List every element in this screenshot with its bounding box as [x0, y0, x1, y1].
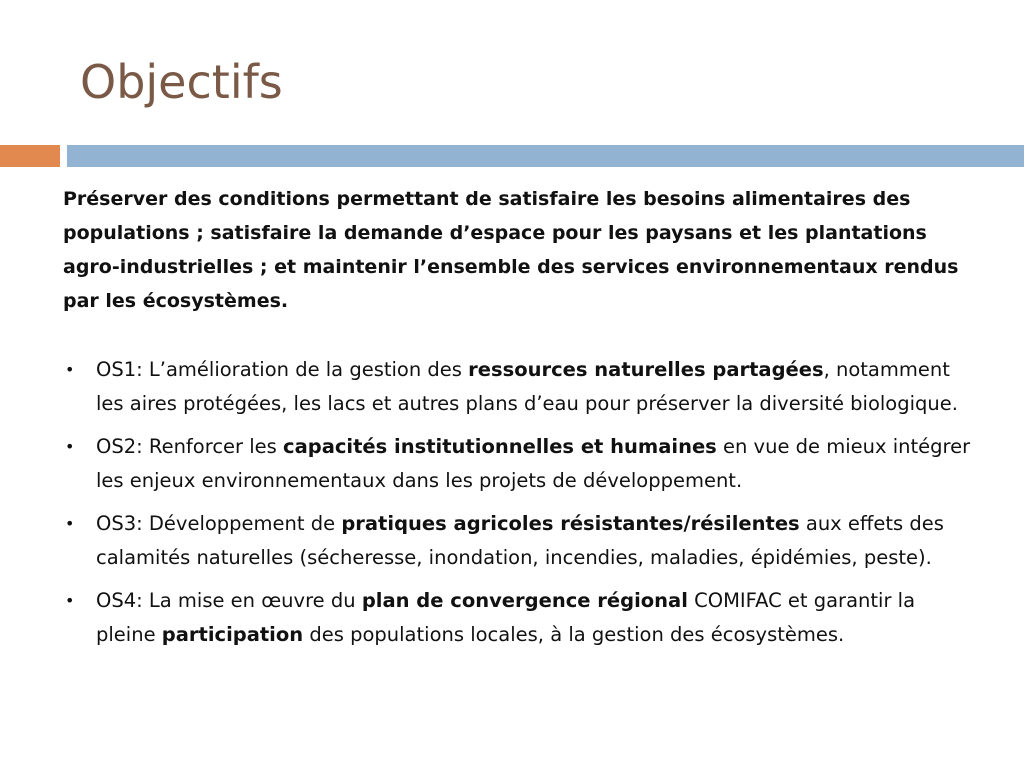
os2-lead-text: OS2: Renforcer les — [96, 435, 284, 458]
os2-tail-text: en vue de mieux intégrer les enjeux environnementaux dans les projets de développement. — [96, 435, 971, 492]
bullet-icon: • — [65, 514, 75, 533]
os1-lead-text: OS1: L’amélioration de la gestion des — [96, 358, 469, 381]
intro-paragraph: Préserver des conditions permettant de satisfaire les besoins alimentaires des populations ; satisfaire la demande d’espace pour les paysans et les plantations agro-industrielles ; et maintenir l’ensemble des services environnementaux rendus par les écosystèmes. — [63, 188, 959, 312]
os2-bold-text: capacités institutionnelles et humaines — [283, 435, 717, 458]
os3-lead-text: OS3: Développement de — [96, 512, 342, 535]
objectives-list — [63, 353, 973, 661]
os4-tail-text: des populations locales, à la gestion des écosystèmes. — [303, 623, 845, 646]
os1-bold-text: ressources naturelles partagées — [468, 358, 824, 381]
list-item-os2 — [63, 430, 973, 498]
bullet-icon: • — [65, 360, 75, 379]
title-accent-bar-orange — [0, 145, 60, 167]
title-accent-bar-blue — [67, 145, 1024, 167]
os3-bold-text: pratiques agricoles résistantes/résilentes — [341, 512, 800, 535]
list-item-os3 — [63, 507, 973, 575]
os4-lead-text: OS4: La mise en œuvre du — [96, 589, 362, 612]
bullet-icon: • — [65, 437, 75, 456]
os4-bold-text: plan de convergence régional — [361, 589, 688, 612]
os4-bold-text-2: participation — [161, 623, 304, 646]
list-item-os4 — [63, 584, 973, 652]
list-item-os1 — [63, 353, 973, 421]
slide-title: Objectifs — [80, 55, 283, 109]
os1-tail-text: , notamment les aires protégées, les lacs et autres plans d’eau pour préserver la diversité biologique. — [96, 358, 958, 415]
bullet-icon: • — [65, 591, 75, 610]
os4-mid-text: COMIFAC et garantir la pleine — [96, 589, 916, 646]
os3-tail-text: aux effets des calamités naturelles (sécheresse, inondation, incendies, maladies, épidémies, peste). — [96, 512, 944, 569]
